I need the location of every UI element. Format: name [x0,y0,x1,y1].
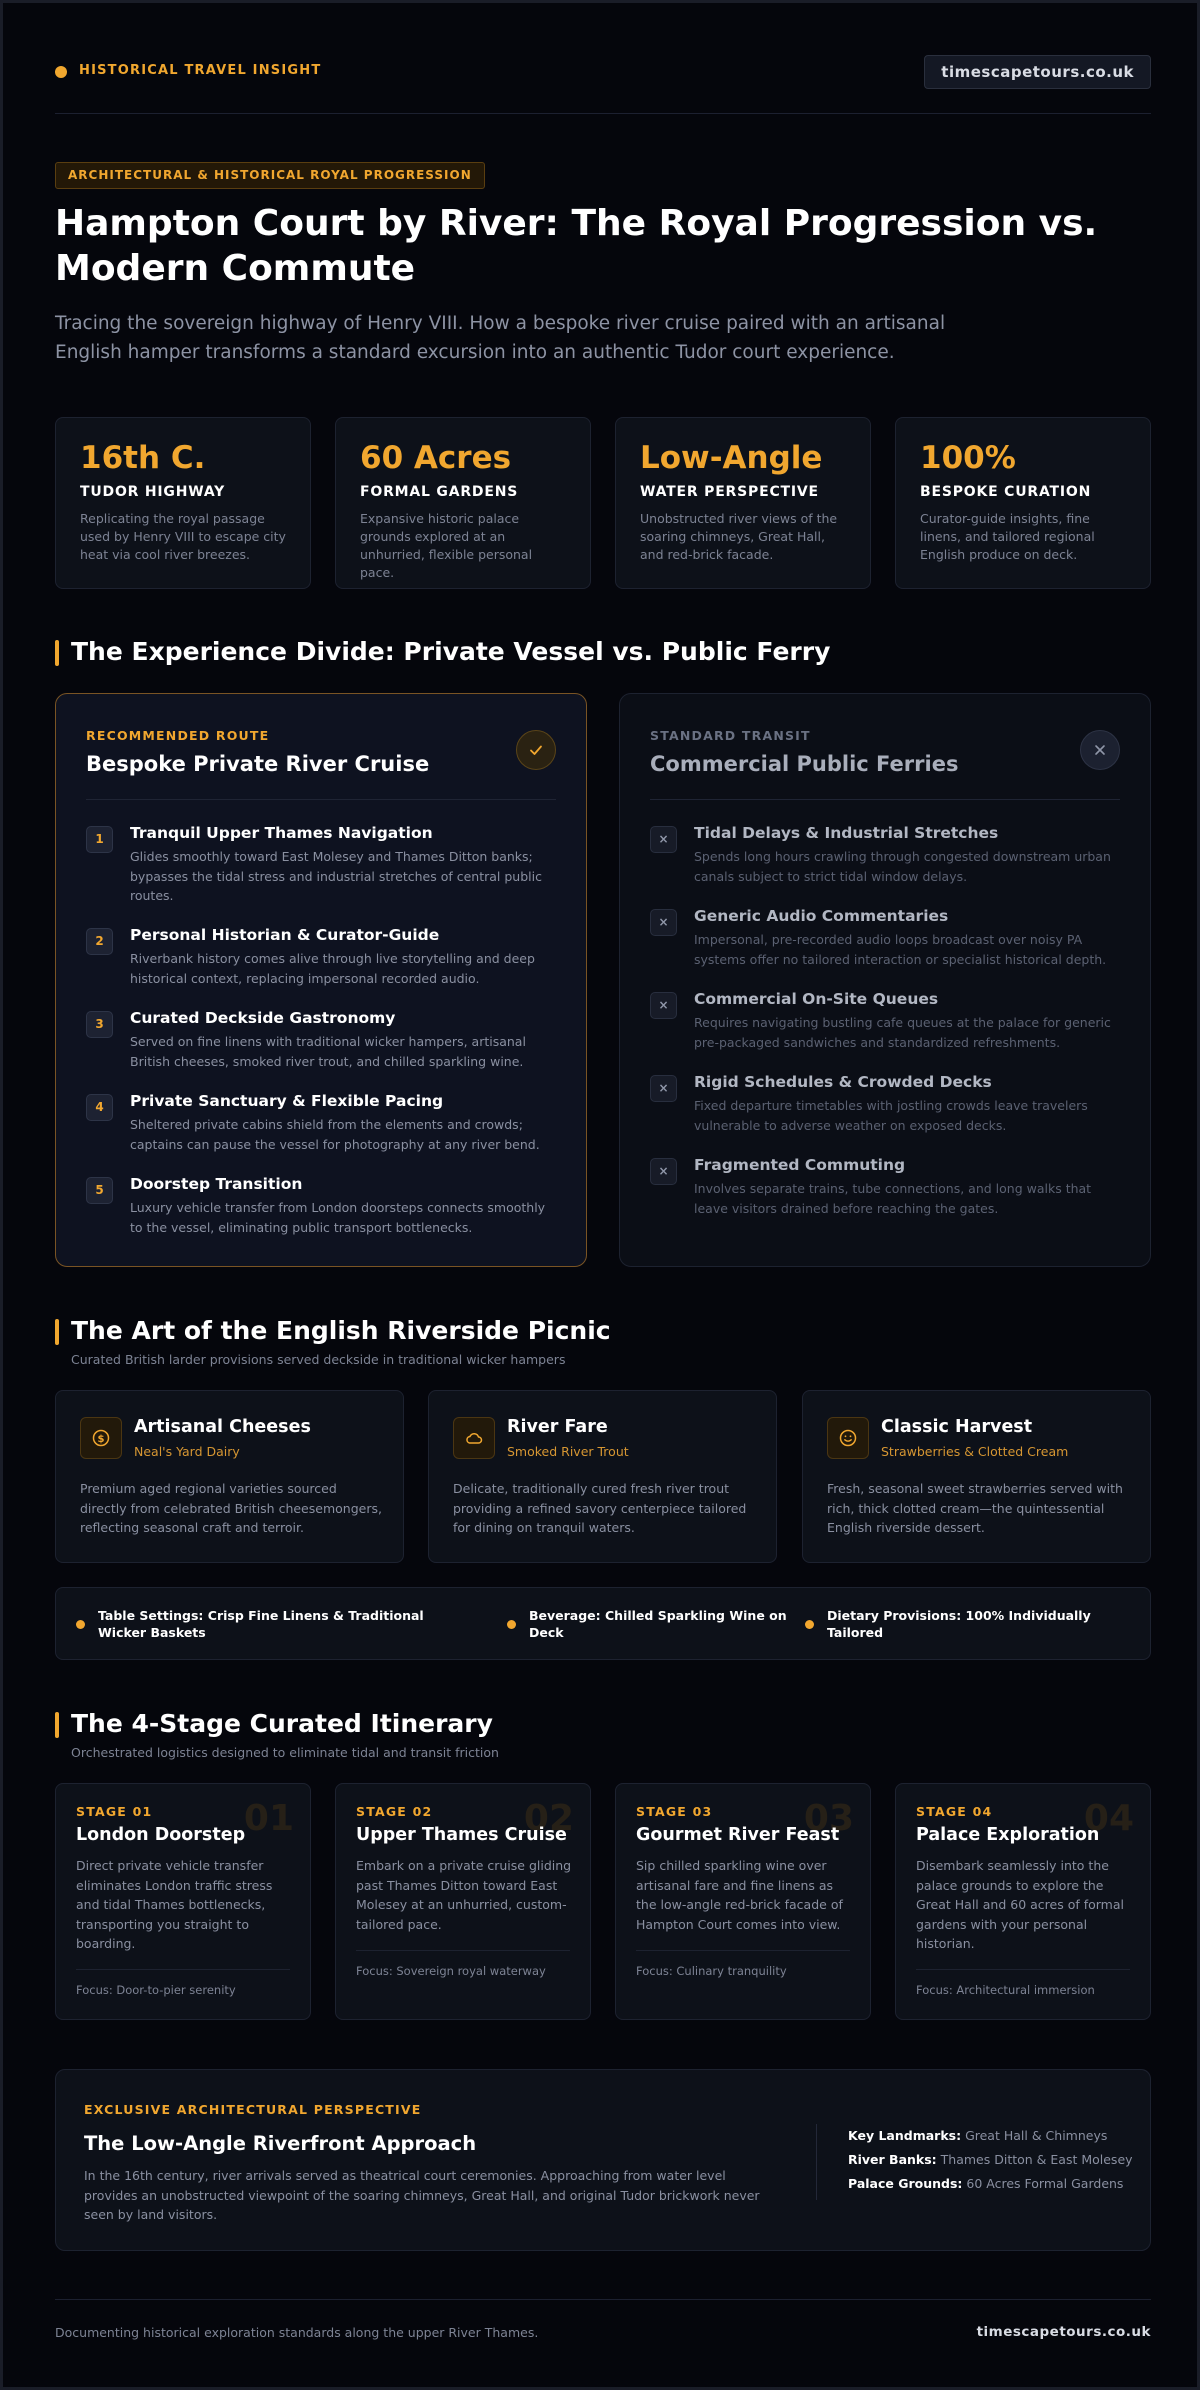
item-description: Luxury vehicle transfer from London doorsteps connects smoothly to the vessel, eliminating public transport bottlenecks. [130,1200,546,1235]
item-title: Rigid Schedules & Crowded Decks [694,1073,992,1091]
stage-card-1 [55,1783,311,2020]
card-kicker: EXCLUSIVE ARCHITECTURAL PERSPECTIVE [84,2102,422,2117]
bullet-dot-icon [805,1620,814,1629]
stage-description: Direct private vehicle transfer eliminates London traffic stress and tidal Thames bottlenecks, transporting you straight to boarding. [76,1858,273,1951]
page-title: Hampton Court by River: The Royal Progression vs. Modern Commute [55,203,1098,289]
stat-value: 100% [920,440,1016,476]
item-description: Served on fine linens with traditional wicker hampers, artisanal British cheeses, smoked river trout, and chilled sparkling wine. [130,1034,526,1069]
card-title: The Low-Angle Riverfront Approach [84,2132,477,2155]
fact-key-landmarks [848,2128,1107,2143]
stage-divider [916,1969,1130,1970]
stage-kicker: STAGE 01 [76,1804,153,1819]
card-subtitle: Strawberries & Clotted Cream [881,1444,1069,1459]
item-description: Spends long hours crawling through congested downstream urban canals subject to strict tidal window delays. [694,849,1111,884]
stage-divider [636,1950,850,1951]
fact-label: Key Landmarks: [848,2128,962,2143]
svg-text:$: $ [97,1434,105,1445]
card-title: Commercial Public Ferries [650,752,959,776]
item-title: Generic Audio Commentaries [694,907,949,925]
stage-number: 03 [803,1798,854,1839]
footer-divider [55,2299,1151,2300]
domain-button[interactable]: timescapetours.co.uk [924,55,1151,89]
card-kicker: RECOMMENDED ROUTE [86,728,270,743]
fact-value: Thames Ditton & East Molesey [940,2152,1133,2167]
item-title: Doorstep Transition [130,1175,303,1193]
stat-card-formal-gardens [335,417,591,589]
fact-label: River Banks: [848,2152,937,2167]
detail-text: Table Settings: Crisp Fine Linens & Traditional Wicker Baskets [98,1608,424,1640]
item-title: Tranquil Upper Thames Navigation [130,824,433,842]
stage-description: Sip chilled sparkling wine over artisanal fare and fine linens as the low-angle red-brick facade of Hampton Court comes into view. [636,1858,843,1932]
stage-kicker: STAGE 03 [636,1804,713,1819]
item-title: Personal Historian & Curator-Guide [130,926,440,944]
section-accent-bar [55,640,59,666]
stat-label: BESPOKE CURATION [920,484,1092,500]
card-description: Premium aged regional varieties sourced directly from celebrated British cheesemongers, reflecting seasonal craft and terroir. [80,1481,382,1535]
stat-value: 60 Acres [360,440,512,476]
section-accent-bar [55,1712,59,1738]
section-accent-bar [55,1319,59,1345]
item-description: Glides smoothly toward East Molesey and Thames Ditton banks; bypasses the tidal stress and industrial stretches of central public routes. [130,849,542,903]
section-subtitle: Orchestrated logistics designed to eliminate tidal and transit friction [71,1745,499,1760]
footer-domain-link[interactable]: timescapetours.co.uk [976,2324,1151,2340]
item-number: 5 [86,1177,113,1204]
section-title: The Art of the English Riverside Picnic [71,1316,611,1345]
bullet-dot-icon [507,1620,516,1629]
picnic-card-river-fare [428,1390,777,1563]
detail-text: Beverage: Chilled Sparkling Wine on Deck [529,1608,787,1640]
stage-card-4 [895,1783,1151,2020]
stage-card-2 [335,1783,591,2020]
item-description: Involves separate trains, tube connections, and long walks that leave visitors drained before reaching the gates. [694,1181,1092,1216]
stage-focus: Focus: Architectural immersion [916,1983,1095,1997]
stat-card-water-perspective [615,417,871,589]
x-mark-icon: × [650,1075,677,1102]
card-description: Fresh, seasonal sweet strawberries served with rich, thick clotted cream—the quintessential English riverside dessert. [827,1481,1123,1535]
card-title: Bespoke Private River Cruise [86,752,430,776]
section-subtitle: Curated British larder provisions served deckside in traditional wicker hampers [71,1352,566,1367]
card-title: Classic Harvest [881,1417,1033,1437]
stage-number: 02 [523,1798,574,1839]
card-subtitle: Neal's Yard Dairy [134,1444,240,1459]
header-divider [55,113,1151,114]
stage-focus: Focus: Sovereign royal waterway [356,1964,546,1978]
section-title: The 4-Stage Curated Itinerary [71,1709,493,1738]
item-number: 4 [86,1094,113,1121]
x-mark-icon: × [650,1158,677,1185]
stage-kicker: STAGE 02 [356,1804,433,1819]
stat-label: FORMAL GARDENS [360,484,519,500]
section-title: The Experience Divide: Private Vessel vs. Public Ferry [71,637,831,666]
brand-label: HISTORICAL TRAVEL INSIGHT [79,63,322,78]
bullet-dot-icon [76,1620,85,1629]
footer-text: Documenting historical exploration standards along the upper River Thames. [55,2325,539,2340]
recommended-route-card [55,693,587,1267]
item-title: Curated Deckside Gastronomy [130,1009,396,1027]
fact-value: Great Hall & Chimneys [965,2128,1108,2143]
item-description: Sheltered private cabins shield from the elements and crowds; captains can pause the vessel for photography at any river bend. [130,1117,540,1152]
brand-dot-icon [55,66,67,78]
item-description: Fixed departure timetables with jostling crowds leave travelers vulnerable to adverse weather on exposed decks. [694,1098,1088,1133]
stat-value: 16th C. [80,440,206,476]
coin-icon [80,1417,122,1459]
stage-divider [76,1969,290,1970]
stage-divider [356,1950,570,1951]
picnic-card-classic-harvest [802,1390,1151,1563]
card-divider [86,799,556,800]
exclusive-perspective-card [55,2069,1151,2251]
card-vertical-divider [816,2124,817,2200]
item-description: Riverbank history comes alive through live storytelling and deep historical context, replacing impersonal recorded audio. [130,951,535,986]
picnic-card-cheeses [55,1390,404,1563]
page-subtitle: Tracing the sovereign highway of Henry VIII. How a bespoke river cruise paired with an artisanal English hamper transforms a standard excursion into an authentic Tudor court experience. [55,313,946,363]
stage-card-3 [615,1783,871,2020]
stage-title: Gourmet River Feast [636,1825,840,1845]
item-number: 2 [86,928,113,955]
item-title: Tidal Delays & Industrial Stretches [694,824,999,842]
item-title: Private Sanctuary & Flexible Pacing [130,1092,444,1110]
standard-transit-card [619,693,1151,1267]
stage-description: Embark on a private cruise gliding past Thames Ditton toward East Molesey at an unhurried, custom-tailored pace. [356,1858,572,1932]
card-title: River Fare [507,1417,608,1437]
cloud-icon [453,1417,495,1459]
fact-value: 60 Acres Formal Gardens [966,2176,1124,2191]
stat-value: Low-Angle [640,440,823,476]
item-title: Fragmented Commuting [694,1156,906,1174]
stage-description: Disembark seamlessly into the palace grounds to explore the Great Hall and 60 acres of formal gardens with your personal historian. [916,1858,1124,1951]
card-description: Delicate, traditionally cured fresh river trout providing a refined savory centerpiece tailored for dining on tranquil waters. [453,1481,747,1535]
top-bar [55,55,1151,89]
card-divider [650,799,1120,800]
check-icon [516,730,556,770]
stat-description: Replicating the royal passage used by Henry VIII to escape city heat via cool river breezes. [80,511,286,562]
fact-palace-grounds [848,2176,1123,2191]
fact-label: Palace Grounds: [848,2176,963,2191]
x-mark-icon: × [650,826,677,853]
item-description: Requires navigating bustling cafe queues at the palace for generic pre-packaged sandwiches and standardized refreshments. [694,1015,1111,1050]
stat-card-tudor-highway [55,417,311,589]
smile-icon [827,1417,869,1459]
stat-description: Curator-guide insights, fine linens, and tailored regional English produce on deck. [920,511,1095,562]
card-subtitle: Smoked River Trout [507,1444,629,1459]
stage-title: Palace Exploration [916,1825,1100,1845]
hero-tag: ARCHITECTURAL & HISTORICAL ROYAL PROGRESSION [55,162,485,189]
stat-label: WATER PERSPECTIVE [640,484,819,500]
fact-river-banks [848,2152,1133,2167]
detail-text: Dietary Provisions: 100% Individually Tailored [827,1608,1091,1640]
x-mark-icon: × [650,992,677,1019]
stat-label: TUDOR HIGHWAY [80,484,226,500]
stage-number: 04 [1083,1798,1134,1839]
card-kicker: STANDARD TRANSIT [650,728,811,743]
item-number: 3 [86,1011,113,1038]
item-number: 1 [86,826,113,853]
card-title: Artisanal Cheeses [134,1417,311,1437]
stage-focus: Focus: Culinary tranquility [636,1964,787,1978]
card-description: In the 16th century, river arrivals served as theatrical court ceremonies. Approaching from water level provides an unobstructed viewpoint of the soaring chimneys, Great Hall, and original Tudor brickwork never seen by land visitors. [84,2168,760,2222]
item-title: Commercial On-Site Queues [694,990,939,1008]
stage-focus: Focus: Door-to-pier serenity [76,1983,236,1997]
stage-title: London Doorstep [76,1825,246,1845]
stat-card-bespoke-curation [895,417,1151,589]
item-description: Impersonal, pre-recorded audio loops broadcast over noisy PA systems offer no tailored interaction or specialist historical depth. [694,932,1107,967]
stage-title: Upper Thames Cruise [356,1825,567,1845]
stage-kicker: STAGE 04 [916,1804,993,1819]
close-icon [1080,730,1120,770]
x-mark-icon: × [650,909,677,936]
picnic-details-strip [55,1587,1151,1660]
stat-description: Expansive historic palace grounds explored at an unhurried, flexible personal pace. [360,511,533,580]
stage-number: 01 [243,1798,294,1839]
stat-description: Unobstructed river views of the soaring chimneys, Great Hall, and red-brick facade. [640,511,838,562]
